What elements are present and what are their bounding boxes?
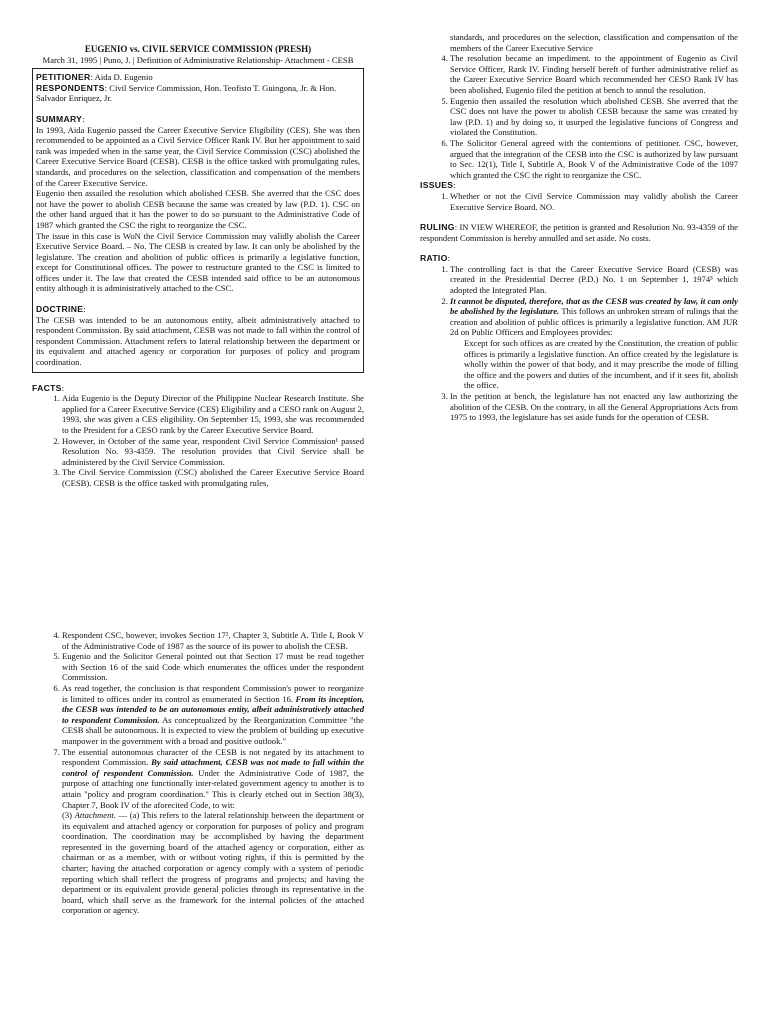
issues-list <box>420 191 738 212</box>
list-item: 2. However, in October of the same year, respondent Civil Service Commission¹ passed Resolution No. 93-4359. The resolution provides that Civil Service shall be administered by the Civil Service Commission. <box>62 436 364 468</box>
doctrine-text: The CESB was intended to be an autonomous entity, albeit administratively attached to respondent Commission. By said attachment, CESB was not made to fall within the control of respondent Commission. Attachment refers to lateral relationship between the department or its equivalent and attached agency or corporation for purposes of policy and program coordination. <box>36 314 360 368</box>
summary-paragraph-3: The issue in this case is WoN the Civil Service Commission may validly abolish the Career Executive Service Board. – No. The CESB is created by law. It can only be abolished by the legislature. The creation and abolition of public offices is primarily a legislative function, except for Constitutional offices. The power to restructure granted to the CSC is limited to offices under it. The law that created the CESB intended said office to be an autonomous entity although it is administratively attached to the CSC. <box>36 230 360 294</box>
ruling-paragraph: RULING: IN VIEW WHEREOF, the petition is granted and Resolution No. 93-4359 of the respondent Commission is hereby annulled and set aside. No costs. <box>420 222 738 243</box>
list-item: 4. Respondent CSC, however, invokes Section 17², Chapter 3, Subtitle A. Title I, Book V of the Administrative Code of 1987 as the source of its power to abolish the CESB. <box>62 630 364 651</box>
case-summary-box <box>32 68 364 372</box>
petitioner-value: : Aida D. Eugenio <box>90 72 153 83</box>
list-item: 5. Eugenio and the Solicitor General pointed out that Section 17 must be read together with Section 16 of the said Code which enumerates the offices under the respondent Commission. <box>62 651 364 683</box>
list-item: 3. In the petition at bench, the legislature has not enacted any law authorizing the abolition of the CESB. On the contrary, in all the General Appropriations Acts from 1975 to 1993, the legislature has set aside funds for the operation of CESB. <box>450 391 738 423</box>
left-column <box>32 44 364 489</box>
ratio-heading: RATIO: <box>420 253 450 264</box>
petitioner-line <box>36 72 360 83</box>
facts-continuation: standards, and procedures on the selection, classification and compensation of the members of the Career Executive Service <box>450 32 738 53</box>
summary-heading: SUMMARY: <box>36 113 85 124</box>
issues-heading: ISSUES: <box>420 180 456 191</box>
facts-list-continued <box>420 53 738 180</box>
facts-list <box>32 393 364 488</box>
facts-list-lower <box>32 630 364 916</box>
attachment-quote: (3) Attachment. — (a) This refers to the lateral relationship between the department or its equivalent and attached agency or corporation for purposes of policy and program coordination. The coordination may be accomplished by having the department represented in the governing board of the attached agency or corporation, either as chairman or as a member, with or without voting rights, if this is permitted by the charter; having the attached corporation or agency comply with a system of periodic reporting which shall reflect the progress of programs and projects; and having the department or its equivalent provide general policies through its representative in the board, which shall serve as the framework for the internal policies of the attached corporation or agency. <box>62 810 365 916</box>
lower-left-column <box>32 630 364 916</box>
summary-paragraph-1: In 1993, Aida Eugenio passed the Career Executive Service Eligibility (CES). She was then recommended to be appointed as a Civil Service Officer Rank IV. But her appointment to said rank was impeded when in the same year, the Civil Service Commission (CSC) abolished the Career Executive Service Board (CESB). CESB is the office tasked with promulgating rules, standards, and procedures on the selection, classification and compensation of the members of the Career Executive Service. <box>36 124 360 188</box>
doctrine-heading: DOCTRINE: <box>36 304 86 315</box>
document-title: EUGENIO vs. CIVIL SERVICE COMMISSION (PRESH) <box>84 44 312 54</box>
block-quote: Except for such offices as are created by the Constitution, the creation of public offices is primarily a legislative function. An office created by the legislature is wholly within the power of that body, and it may prescribe the mode of filling the office and the powers and duties of the incumbent, and if it sees fit, abolish the office. <box>464 338 738 391</box>
list-item: 2. It cannot be disputed, therefore, that as the CESB was created by law, it can only be abolished by the legislature. This follows an unbroken stream of rulings that the creation and abolition of public offices is primarily a legislative function. AM JUR 2d on Public Officers and Employees provides: Except for such offices as are created by the Constitution, the creation of public offices is primarily a legislative function. An office created by the legislature is wholly within the power of that body, and it may prescribe the mode of filling the office and the powers and duties of the incumbent, and if it sees fit, abolish the office. <box>450 296 738 391</box>
right-column <box>420 32 738 423</box>
respondents-line <box>36 83 360 104</box>
ratio-list <box>420 264 738 423</box>
list-item: 6. As read together, the conclusion is that respondent Commission's power to reorganize is limited to offices under its control as enumerated in Section 16. From its inception, the CESB was intended to be an autonomous entity, albeit administratively attached to respondent Commission. As conceptualized by the Reorganization Committee "the CESB shall be autonomous. It is expected to view the problem of building up executive manpower in the government with a broad and positive outlook." <box>62 683 364 747</box>
list-item: 7. The essential autonomous character of the CESB is not negated by its attachment to respondent Commission. By said attachment, CESB was not made to fall within the control of respondent Commission. Under the Administrative Code of 1987, the purpose of attaching one functionally inter-related government agency to another is to attain "policy and program coordination." This is clearly etched out in Section 38(3), Chapter 7, Book IV of the aforecited Code, to wit: (3) Attachment. — (a) This refers to the lateral relationship between the department or its equivalent and attached agency or corporation for purposes of policy and program coordination. The coordination may be accomplished by having the department represented in the governing board of the attached agency or corporation, either as chairman or as a member, with or without voting rights, if this is permitted by the charter; having the attached corporation or agency comply with a system of periodic reporting which shall reflect the progress of programs and projects; and having the department or its equivalent provide general policies through its representative in the board, which shall serve as the framework for the internal policies of the attached corporation or agency. <box>62 747 364 917</box>
document-subtitle: March 31, 1995 | Puno, J. | Definition of Administrative Relationship- Attachment - CESB <box>42 54 354 65</box>
petitioner-label: PETITIONER <box>36 72 91 83</box>
list-item: 1. Whether or not the Civil Service Commission may validly abolish the Career Executive Service Board. NO. <box>450 191 738 212</box>
respondents-value: : Civil Service Commission, Hon. Teofisto T. Guingona, Jr. & Hon. Salvador Enriquez, Jr. <box>36 82 337 104</box>
list-item: 4. The resolution became an impediment. to the appointment of Eugenio as Civil Service Officer, Rank IV. Finding herself bereft of further administrative relief as the Career Executive Service Board which recommended her CESO Rank IV has been abolished, Eugenio filed the petition at bench to annul the resolution. <box>450 53 738 95</box>
facts-heading: FACTS: <box>32 382 65 393</box>
list-item: 1. Aida Eugenio is the Deputy Director of the Philippine Nuclear Research Institute. She applied for a Career Executive Service (CES) Eligibility and a CESO rank on August 2, 1993, she was given a CES eligibility. On September 15, 1993, she was recommended to the President for a CESO rank by the Career Executive Service Board. <box>62 393 364 435</box>
summary-paragraph-2: Eugenio then assailed the resolution which abolished CESB. She averred that the CSC does not have the power to abolish CESB because the same was created by law (P.D. 1). CSC on the other hand argued that it has the power to do so pursuant to the Administrative Code of 1987 which granted the CSC the right to reorganize the CSC. <box>36 188 360 230</box>
list-item: 6. The Solicitor General agreed with the contentions of petitioner. CSC, however, argued that the integration of the CESB into the CSC is authorized by law pursuant to Sec. 12(1), Title I, Subtitle A, Book V of the Administrative Code of the 1097 which granted the CSC the right to reorganize the CSC. <box>450 138 738 180</box>
respondents-label: RESPONDENTS <box>36 82 105 93</box>
list-item: 5. Eugenio then assailed the resolution which abolished CESB. She averred that the CSC does not have the power to abolish CESB because the same was created by law (P.D. 1) and by doing so, it usurped the legislative funcions of Congress and violated the Constitution. <box>450 96 738 138</box>
list-item: 1. The controlling fact is that the Career Executive Service Board (CESB) was created in the Presidential Decree (P.D.) No. 1 on September 1, 1974³ which adopted the Integrated Plan. <box>450 264 738 296</box>
list-item: 3. The Civil Service Commission (CSC) abolished the Career Executive Service Board (CESB). CESB is the office tasked with promulgating rules, <box>62 467 364 488</box>
